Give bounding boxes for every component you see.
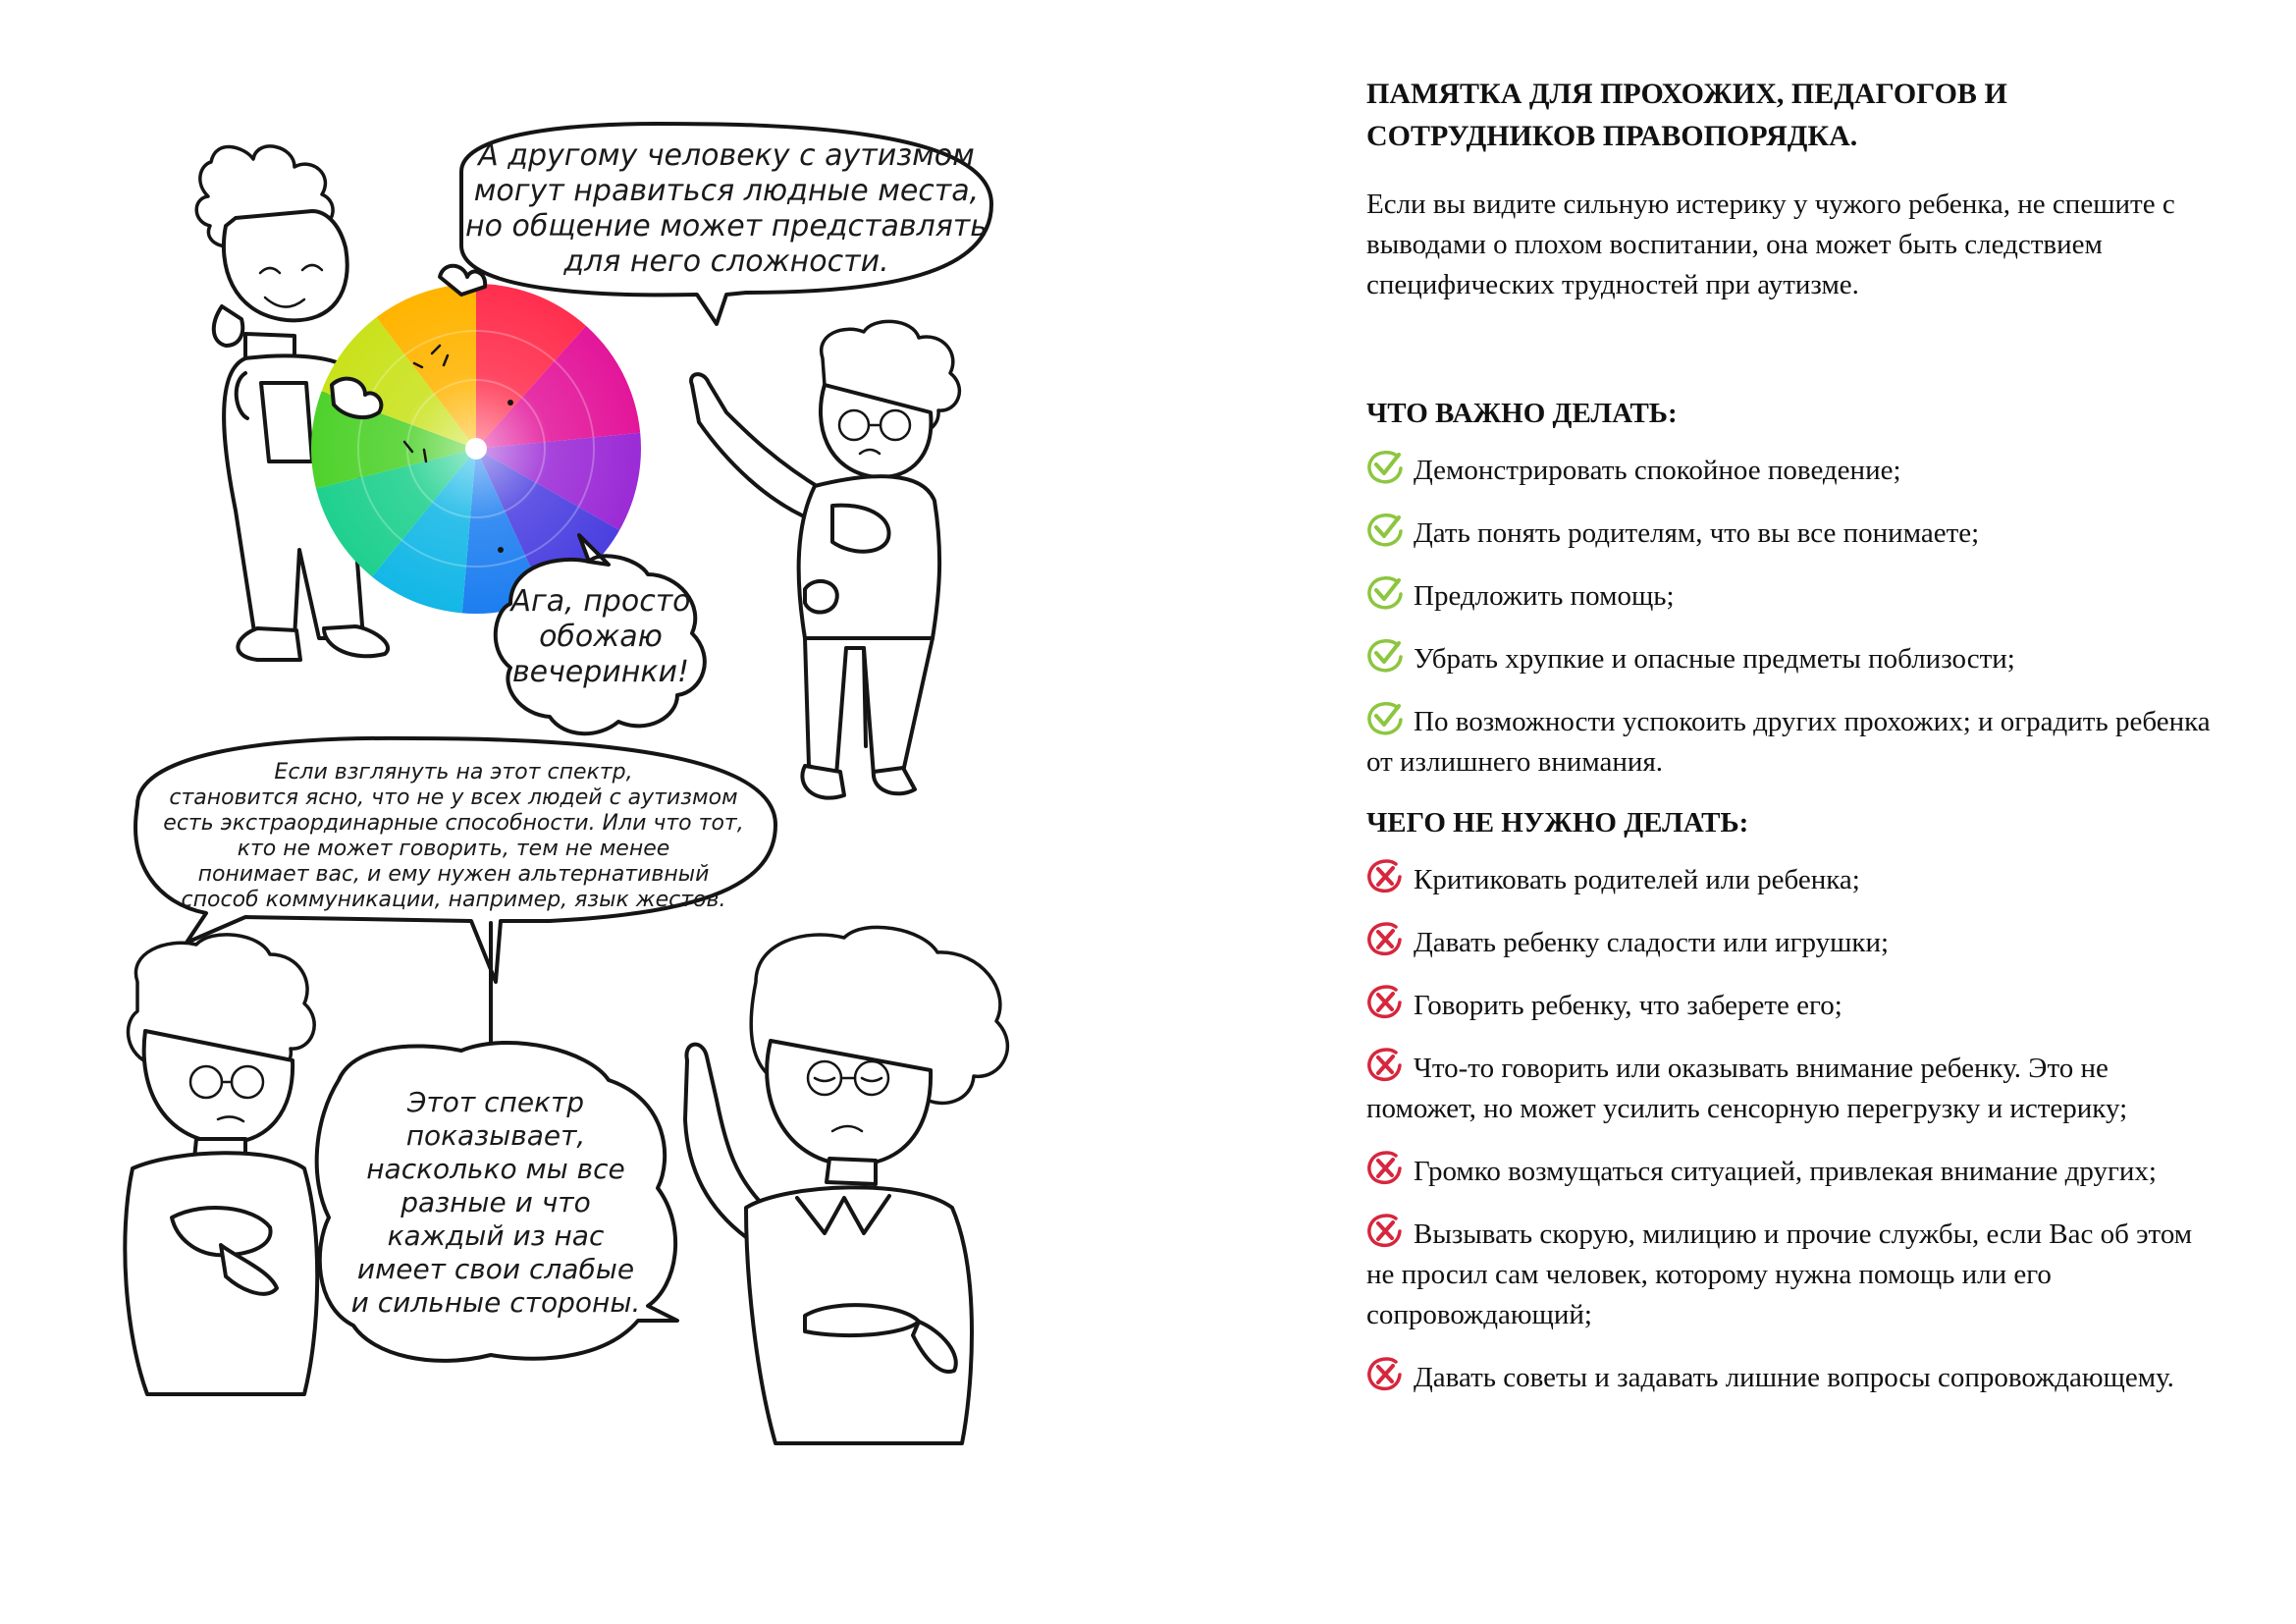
dont-item-text: Критиковать родителей или ребенка; bbox=[1414, 864, 1860, 895]
bubble-top-line-3: но общение может представлять bbox=[465, 209, 988, 244]
bubble-party-line-2: обожаю bbox=[539, 620, 663, 654]
bubble-bottom-line-5: каждый из нас bbox=[387, 1219, 605, 1252]
cross-circle-icon bbox=[1366, 1356, 1406, 1391]
bubble-party-line-1: Ага, просто bbox=[510, 584, 691, 619]
character-bottom-left bbox=[125, 935, 317, 1394]
do-item-text: Предложить помощь; bbox=[1414, 580, 1675, 612]
bubble-bottom-line-3: насколько мы все bbox=[366, 1153, 625, 1185]
dont-item bbox=[1366, 921, 2211, 963]
bubble-top-line-4: для него сложности. bbox=[563, 244, 889, 279]
dont-item bbox=[1366, 1213, 2211, 1335]
dont-item-text: Давать ребенку сладости или игрушки; bbox=[1414, 927, 1890, 958]
do-item-text: Убрать хрупкие и опасные предметы поблизости; bbox=[1414, 643, 2015, 675]
memo-intro: Если вы видите сильную истерику у чужого ребенка, не спешите с выводами о плохом воспитании, она может быть следствием специфических трудностей при аутизме. bbox=[1366, 189, 2175, 300]
bubble-bottom-line-1: Этот спектр bbox=[406, 1086, 585, 1118]
speech-bubble-bottom bbox=[317, 923, 677, 1361]
dont-list bbox=[1366, 858, 2211, 1398]
dont-item-text: Что-то говорить или оказывать внимание ребенку. Это не поможет, но может усилить сенсорную перегрузку и истерику; bbox=[1366, 1053, 2128, 1124]
character-bottom-right bbox=[685, 927, 1007, 1443]
character-pointing bbox=[691, 321, 959, 797]
bubble-spectrum-line-6: способ коммуникации, например, язык жестов. bbox=[181, 888, 726, 912]
dont-item-text: Громко возмущаться ситуацией, привлекая внимание других; bbox=[1414, 1156, 2157, 1187]
do-item bbox=[1366, 637, 2211, 679]
bubble-spectrum-line-1: Если взглянуть на этот спектр, bbox=[274, 760, 633, 785]
dont-heading: ЧЕГО НЕ НУЖНО ДЕЛАТЬ: bbox=[1366, 807, 1749, 839]
do-item bbox=[1366, 700, 2211, 783]
bubble-spectrum-line-2: становится ясно, что не у всех людей с аутизмом bbox=[169, 785, 738, 810]
bubble-bottom-line-4: разные и что bbox=[400, 1186, 591, 1218]
cross-circle-icon bbox=[1366, 1150, 1406, 1185]
check-circle-icon bbox=[1366, 700, 1406, 735]
cross-circle-icon bbox=[1366, 1213, 1406, 1248]
do-list bbox=[1366, 449, 2211, 783]
dont-item bbox=[1366, 1047, 2211, 1129]
dont-item-text: Давать советы и задавать лишние вопросы сопровождающему. bbox=[1414, 1362, 2174, 1393]
dont-item bbox=[1366, 1150, 2211, 1192]
dont-item bbox=[1366, 858, 2211, 900]
dont-item-text: Говорить ребенку, что заберете его; bbox=[1414, 990, 1842, 1021]
bubble-bottom-line-7: и сильные стороны. bbox=[350, 1286, 641, 1319]
bubble-bottom-line-6: имеет свои слабые bbox=[356, 1253, 635, 1285]
speech-bubble-top bbox=[461, 124, 991, 324]
check-circle-icon bbox=[1366, 512, 1406, 547]
do-item-text: Дать понять родителям, что вы все понимаете; bbox=[1414, 517, 1980, 549]
check-circle-icon bbox=[1366, 449, 1406, 484]
do-item bbox=[1366, 574, 2211, 617]
check-circle-icon bbox=[1366, 637, 1406, 673]
dont-item-text: Вызывать скорую, милицию и прочие службы, если Вас об этом не просил сам человек, которому нужна помощь или его сопровождающий; bbox=[1366, 1218, 2193, 1330]
memo-panel bbox=[1366, 73, 2211, 1419]
bubble-spectrum-line-4: кто не может говорить, тем не менее bbox=[237, 837, 670, 861]
bubble-bottom-line-2: показывает, bbox=[405, 1119, 586, 1152]
cross-circle-icon bbox=[1366, 1047, 1406, 1082]
do-item bbox=[1366, 512, 2211, 554]
bubble-party-line-3: вечеринки! bbox=[511, 655, 690, 689]
do-heading: ЧТО ВАЖНО ДЕЛАТЬ: bbox=[1366, 398, 1678, 429]
bubble-spectrum-line-5: понимает вас, и ему нужен альтернативный bbox=[197, 862, 710, 887]
cross-circle-icon bbox=[1366, 921, 1406, 956]
bubble-top-line-2: могут нравиться людные места, bbox=[473, 174, 980, 208]
bubble-top-line-1: А другому человеку с аутизмом bbox=[478, 138, 975, 173]
check-circle-icon bbox=[1366, 574, 1406, 610]
memo-title: ПАМЯТКА ДЛЯ ПРОХОЖИХ, ПЕДАГОГОВ И СОТРУДНИКОВ ПРАВОПОРЯДКА. bbox=[1366, 78, 2007, 152]
bubble-spectrum-line-3: есть экстраординарные способности. Или что тот, bbox=[163, 811, 744, 836]
dont-item bbox=[1366, 1356, 2211, 1398]
do-item bbox=[1366, 449, 2211, 491]
cross-circle-icon bbox=[1366, 984, 1406, 1019]
do-item-text: Демонстрировать спокойное поведение; bbox=[1414, 455, 1901, 486]
dont-item bbox=[1366, 984, 2211, 1026]
do-item-text: По возможности успокоить других прохожих; и оградить ребенка от излишнего внимания. bbox=[1366, 706, 2211, 778]
cross-circle-icon bbox=[1366, 858, 1406, 893]
